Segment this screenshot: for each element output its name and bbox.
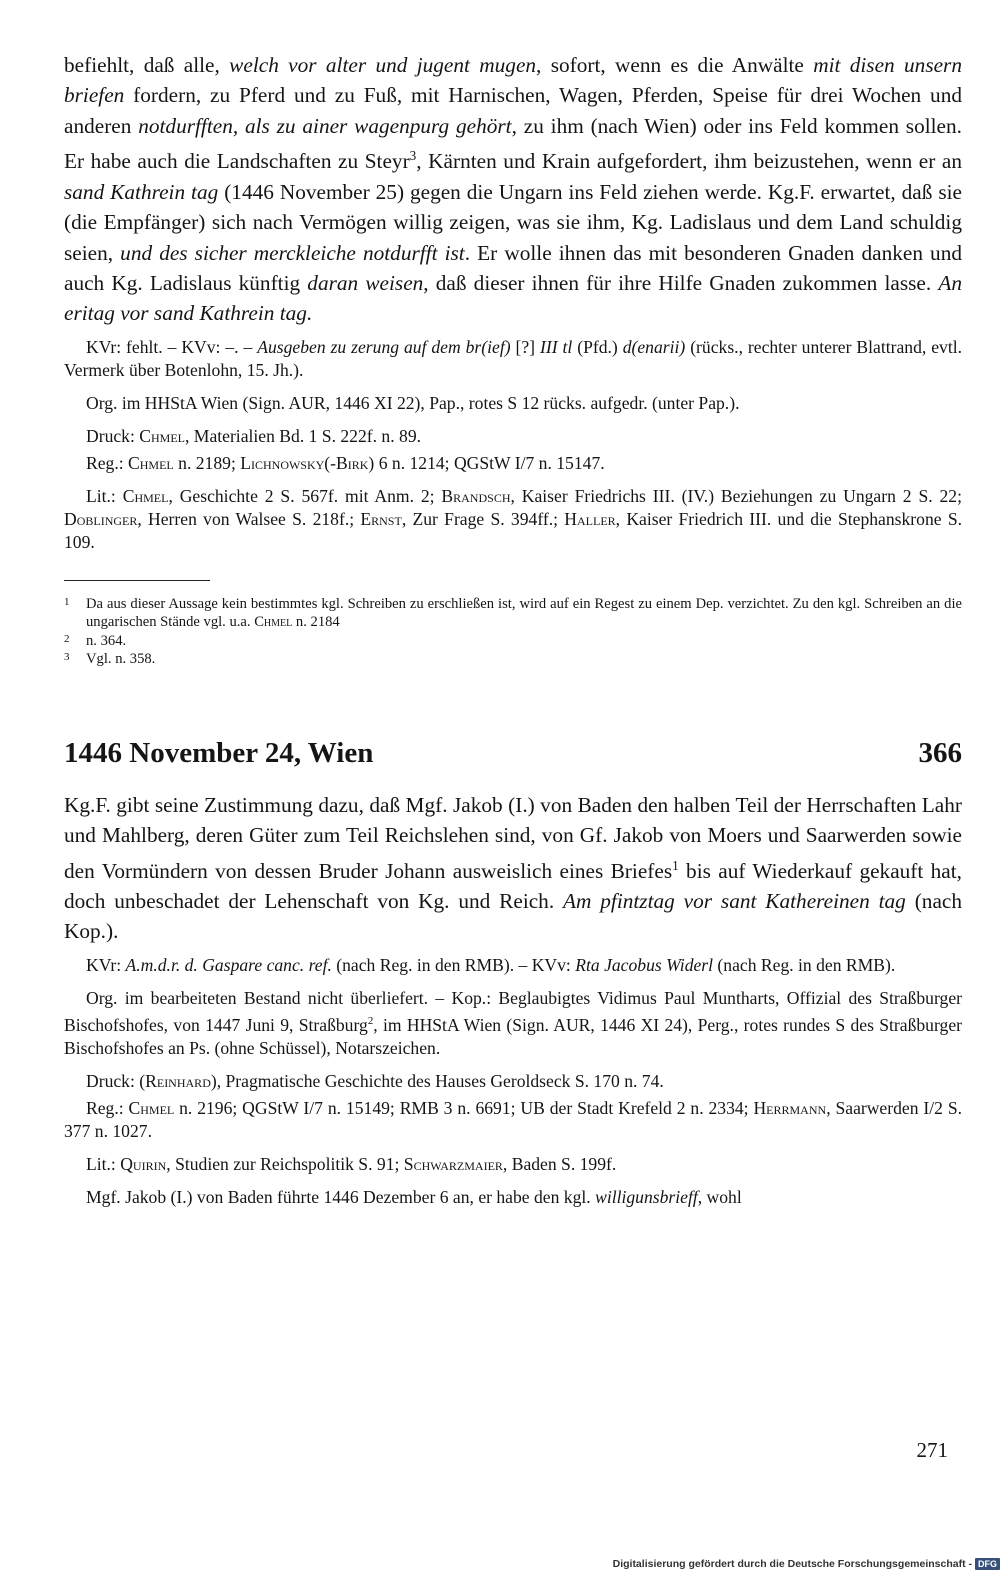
text-run: Vgl. n. 358.: [86, 651, 156, 668]
text-run: , Saarwerden I/2 S. 377 n. 1027.: [64, 1097, 963, 1141]
text-run: bis auf Wiederkauf gekauft hat, doch unbeschadet der Lehenschaft von Kg. und Reich.: [64, 858, 962, 914]
footnote-divider: [64, 580, 210, 581]
footnote: [64, 595, 962, 632]
text-run: n. 364.: [86, 632, 127, 649]
text-run: 1: [672, 857, 679, 873]
footnote-text: [86, 650, 962, 669]
text-run: Lichnowsky(-Birk): [240, 452, 375, 473]
footnote: [64, 632, 962, 651]
text-run: Reg.:: [86, 1097, 129, 1118]
text-run: Lit.:: [86, 1153, 121, 1174]
text-run: A.m.d.r. d. Gaspare canc. ref.: [125, 954, 332, 975]
text-run: , Kärnten und Krain aufgefordert, ihm beizustehen, wenn er an: [416, 149, 962, 174]
page-number: 271: [916, 1438, 948, 1462]
kanzleivermerk-note: [64, 336, 962, 382]
text-run: , Baden S. 199f.: [502, 1153, 617, 1174]
text-run: Ernst: [360, 508, 402, 529]
literature-note: [64, 1153, 962, 1176]
text-run: sand Kathrein tag: [64, 179, 219, 204]
text-run: Chmel: [128, 1097, 175, 1118]
regest-note: [64, 1097, 962, 1143]
text-run: (nach Reg. in den RMB).: [713, 954, 896, 975]
text-run: (Pfd.): [572, 336, 623, 357]
text-run: Herrmann: [753, 1097, 827, 1118]
text-run: , Studien zur Reichspolitik S. 91;: [166, 1153, 404, 1174]
text-run: KVr:: [86, 954, 126, 975]
document-page: [64, 50, 962, 1209]
entry-heading: [64, 737, 962, 770]
text-run: . Er wolle ihnen das mit besonderen Gnaden danken und auch Kg. Ladislaus künftig: [64, 240, 962, 295]
text-run: Chmel: [128, 452, 174, 473]
text-run: Lit.:: [86, 485, 123, 506]
text-run: willigunsbrieff: [595, 1186, 698, 1207]
text-run: KVr: fehlt. – KVv: –. –: [86, 336, 258, 357]
text-run: (nach Kop.).: [64, 889, 962, 944]
digitization-footer: [613, 1558, 1000, 1570]
text-run: Kg.F. gibt seine Zustimmung dazu, daß Mgf. Jakob (I.) von Baden den halben Teil der Herrschaften Lahr und Mahlberg, deren Güter zum Teil Reichslehen sind, von Gf. Jakob von Moers und Saarwerden sowie den Vormündern von dessen Bruder Johann ausweislich eines Briefes: [64, 792, 962, 883]
text-run: An eritag vor sand Kathrein tag.: [64, 270, 962, 326]
text-run: , daß dieser ihnen für ihre Hilfe Gnaden zukommen lasse.: [423, 270, 939, 295]
text-run: , im HHStA Wien (Sign. AUR, 1446 XI 24), Perg., rotes rundes S des Straßburger Bischofshofes an Ps. (ohne Schüssel), Notarszeichen.: [64, 1014, 962, 1058]
text-run: Chmel: [139, 425, 185, 446]
text-run: d(enarii): [622, 336, 686, 357]
text-run: und des sicher merckleiche notdurfft ist: [120, 240, 465, 265]
original-note: [64, 987, 962, 1060]
comment-note: [64, 1186, 962, 1209]
text-run: 2: [367, 1014, 374, 1027]
text-run: n. 2189;: [173, 452, 241, 473]
text-run: III tl: [539, 336, 573, 357]
footer-text: Digitalisierung gefördert durch die Deutsche Forschungsgemeinschaft -: [612, 1558, 972, 1570]
druck-note: [64, 1070, 962, 1093]
text-run: welch vor alter und jugent mugen: [229, 53, 537, 77]
footnote-text: [86, 595, 962, 632]
dfg-logo-badge: DFG: [975, 1558, 1000, 1570]
text-run: (rücks., rechter unterer Blattrand, evtl. Vermerk über Botenlohn, 15. Jh.).: [64, 336, 962, 380]
text-run: Reinhard: [145, 1070, 211, 1091]
text-run: Mgf. Jakob (I.) von Baden führte 1446 Dezember 6 an, er habe den kgl.: [86, 1186, 596, 1207]
text-run: , sofort, wenn es die Anwälte: [536, 53, 814, 77]
text-run: Ausgeben zu zerung auf dem br(ief): [257, 336, 511, 357]
footnote-number: 2: [64, 632, 70, 645]
footnote-number: 1: [64, 595, 70, 608]
text-run: ), Pragmatische Geschichte des Hauses Geroldseck S. 170 n. 74.: [210, 1070, 664, 1091]
text-run: Haller: [564, 508, 616, 529]
text-run: [?]: [510, 336, 540, 357]
regest-paragraph: [64, 790, 962, 947]
original-note: [64, 392, 962, 415]
text-run: , Zur Frage S. 394ff.;: [401, 508, 565, 529]
text-run: Da aus dieser Aussage kein bestimmtes kgl. Schreiben zu erschließen ist, wird auf ein Regest zu einem Dep. verzichtet. Zu den kgl. Schreiben an die ungarischen Stände vgl. u.a.: [86, 595, 962, 631]
text-run: Druck: (: [86, 1070, 146, 1091]
footnote: [64, 650, 962, 669]
text-run: Doblinger: [64, 508, 138, 529]
text-run: befiehlt, daß alle,: [64, 53, 230, 77]
text-run: daran weisen: [307, 270, 424, 295]
entry-number: 366: [918, 736, 962, 769]
text-run: 6 n. 1214; QGStW I/7 n. 15147.: [374, 452, 605, 473]
druck-note: [64, 425, 962, 448]
text-run: Am pfintztag vor sant Kathereinen tag: [563, 889, 906, 914]
entry-date-place: 1446 November 24, Wien: [64, 736, 374, 769]
text-run: Brandsch: [441, 485, 511, 506]
literature-note: [64, 485, 962, 554]
text-run: Org. im bearbeiteten Bestand nicht überliefert. – Kop.: Beglaubigtes Vidimus Paul Muntharts, Offizial des Straßburger Bischofshofes, von 1447 Juni 9, Straßburg: [64, 987, 962, 1035]
footnote-number: 3: [64, 651, 70, 664]
text-run: fordern, zu Pferd und zu Fuß, mit Harnischen, Wagen, Pferden, Speise für drei Wochen und anderen: [64, 83, 962, 138]
text-run: notdurfften, als zu ainer wagenpurg gehört: [138, 113, 512, 138]
text-run: (nach Reg. in den RMB). – KVv:: [331, 954, 576, 975]
footnote-text: [86, 632, 962, 651]
text-run: Druck:: [86, 425, 140, 446]
text-run: 3: [409, 148, 417, 164]
text-run: n. 2196; QGStW I/7 n. 15149; RMB 3 n. 6691; UB der Stadt Krefeld 2 n. 2334;: [174, 1097, 754, 1118]
text-run: n. 2184: [292, 614, 340, 631]
text-run: Rta Jacobus Widerl: [575, 954, 714, 975]
text-run: , Materialien Bd. 1 S. 222f. n. 89.: [185, 425, 422, 446]
text-run: , Geschichte 2 S. 567f. mit Anm. 2;: [168, 485, 442, 506]
text-run: mit disen unsern briefen: [64, 53, 962, 108]
text-run: (1446 November 25) gegen die Ungarn ins Feld ziehen werde. Kg.F. erwartet, daß sie (die Empfänger) sich nach Vermögen willig zeigen, was sie ihm, Kg. Ladislaus und dem Land schuldig seien,: [64, 179, 963, 265]
text-run: Chmel: [254, 614, 293, 631]
text-run: Quirin: [120, 1153, 167, 1174]
text-run: Chmel: [122, 485, 169, 506]
text-run: , Kaiser Friedrichs III. (IV.) Beziehungen zu Ungarn 2 S. 22;: [510, 485, 962, 506]
text-run: , wohl: [697, 1186, 742, 1207]
text-run: Reg.:: [86, 452, 129, 473]
text-run: Org. im HHStA Wien (Sign. AUR, 1446 XI 22), Pap., rotes S 12 rücks. aufgedr. (unter Pap.).: [86, 392, 740, 413]
text-run: , zu ihm (nach Wien) oder ins Feld kommen sollen. Er habe auch die Landschaften zu Steyr: [64, 113, 962, 174]
continued-regest-paragraph: [64, 50, 962, 329]
text-run: , Kaiser Friedrich III. und die Stephanskrone S. 109.: [64, 508, 962, 552]
text-run: Schwarzmaier: [403, 1153, 503, 1174]
kanzleivermerk-note: [64, 954, 962, 977]
text-run: , Herren von Walsee S. 218f.;: [137, 508, 361, 529]
regest-note: [64, 452, 962, 475]
